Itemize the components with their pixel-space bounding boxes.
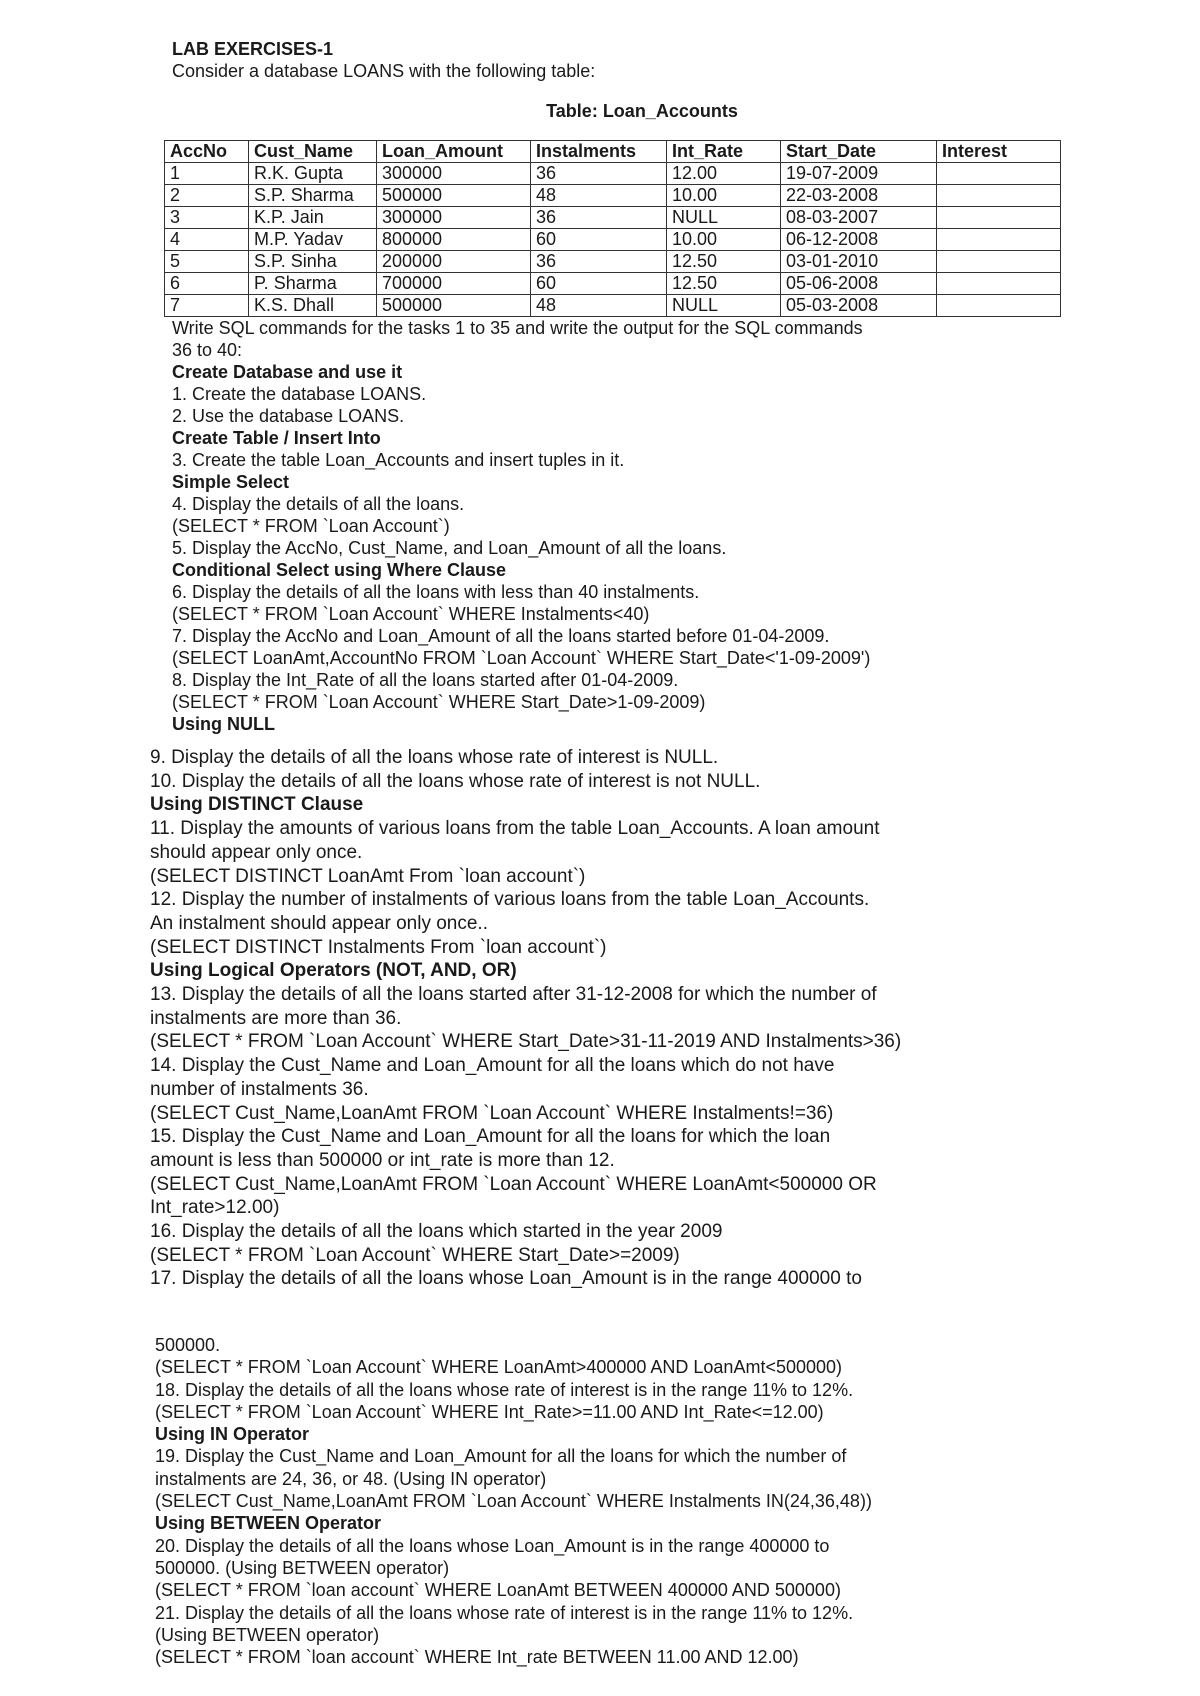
- table-cell: 300000: [377, 163, 531, 185]
- task-text: 8. Display the Int_Rate of all the loans started after 01-04-2009.: [172, 670, 679, 690]
- task-text: 1. Create the database LOANS.: [172, 384, 427, 404]
- task-text: instalments are 24, 36, or 48. (Using IN operator): [155, 1468, 547, 1489]
- task-text: Write SQL commands for the tasks 1 to 35 and write the output for the SQL commands: [172, 318, 863, 338]
- table-cell: S.P. Sinha: [249, 251, 377, 273]
- section-heading: Simple Select: [172, 472, 290, 492]
- task-text: (SELECT * FROM `Loan Account` WHERE Int_Rate>=11.00 AND Int_Rate<=12.00): [155, 1401, 824, 1422]
- table-row: [165, 163, 1061, 185]
- task-text: 16. Display the details of all the loans which started in the year 2009: [150, 1221, 723, 1243]
- table-cell: 500000: [377, 295, 531, 317]
- tasks-part-1: [172, 317, 1052, 735]
- task-text: (SELECT * FROM `Loan Account` WHERE Instalments<40): [172, 604, 650, 624]
- table-cell: 48: [531, 185, 667, 207]
- table-cell: [937, 229, 1061, 251]
- task-text: (SELECT * FROM `Loan Account` WHERE Start_Date>=2009): [150, 1244, 680, 1266]
- table-cell: 22-03-2008: [781, 185, 937, 207]
- table-row: [165, 207, 1061, 229]
- table-cell: 4: [165, 229, 249, 251]
- table-cell: 7: [165, 295, 249, 317]
- task-text: (SELECT * FROM `loan account` WHERE LoanAmt BETWEEN 400000 AND 500000): [155, 1580, 841, 1601]
- table-cell: 05-03-2008: [781, 295, 937, 317]
- task-text: 13. Display the details of all the loans started after 31-12-2008 for which the number of: [150, 984, 877, 1006]
- table-cell: 60: [531, 273, 667, 295]
- task-text: (SELECT * FROM `Loan Account` WHERE LoanAmt>400000 AND LoanAmt<500000): [155, 1357, 843, 1378]
- table-row: [165, 185, 1061, 207]
- table-cell: 12.50: [667, 273, 781, 295]
- task-text: 19. Display the Cust_Name and Loan_Amount for all the loans for which the number of: [155, 1446, 847, 1467]
- section-heading: Create Database and use it: [172, 362, 403, 382]
- table-cell: 05-06-2008: [781, 273, 937, 295]
- intro-section: [172, 38, 1052, 735]
- table-cell: 19-07-2009: [781, 163, 937, 185]
- table-cell: 36: [531, 251, 667, 273]
- table-cell: 36: [531, 207, 667, 229]
- table-row: [165, 295, 1061, 317]
- column-header: Instalments: [531, 141, 667, 163]
- table-cell: 36: [531, 163, 667, 185]
- section-heading: Conditional Select using Where Clause: [172, 560, 507, 580]
- table-cell: [937, 163, 1061, 185]
- table-cell: M.P. Yadav: [249, 229, 377, 251]
- task-text: (SELECT Cust_Name,LoanAmt FROM `Loan Account` WHERE Instalments IN(24,36,48)): [155, 1491, 872, 1512]
- task-text: (SELECT LoanAmt,AccountNo FROM `Loan Account` WHERE Start_Date<'1-09-2009'): [172, 648, 871, 668]
- column-header: Cust_Name: [249, 141, 377, 163]
- table-caption: Table: Loan_Accounts: [546, 101, 738, 121]
- task-text: 14. Display the Cust_Name and Loan_Amount for all the loans which do not have: [150, 1055, 835, 1077]
- table-cell: 2: [165, 185, 249, 207]
- task-text: 5. Display the AccNo, Cust_Name, and Loan_Amount of all the loans.: [172, 538, 727, 558]
- task-text: number of instalments 36.: [150, 1078, 369, 1100]
- table-cell: 800000: [377, 229, 531, 251]
- task-text: should appear only once.: [150, 841, 363, 863]
- task-text: (SELECT Cust_Name,LoanAmt FROM `Loan Account` WHERE Instalments!=36): [150, 1102, 834, 1124]
- table-cell: [937, 295, 1061, 317]
- task-text: (Using BETWEEN operator): [155, 1624, 380, 1645]
- table-cell: 06-12-2008: [781, 229, 937, 251]
- task-text: 500000. (Using BETWEEN operator): [155, 1557, 450, 1578]
- task-text: instalments are more than 36.: [150, 1007, 402, 1029]
- task-text: (SELECT * FROM `loan account` WHERE Int_rate BETWEEN 11.00 AND 12.00): [155, 1647, 799, 1668]
- table-cell: [937, 251, 1061, 273]
- table-row: [165, 273, 1061, 295]
- section-heading: Using DISTINCT Clause: [150, 794, 364, 816]
- table-cell: 08-03-2007: [781, 207, 937, 229]
- column-header: Interest: [937, 141, 1061, 163]
- section-heading: Using BETWEEN Operator: [155, 1513, 382, 1534]
- task-text: 20. Display the details of all the loans whose Loan_Amount is in the range 400000 to: [155, 1535, 830, 1556]
- table-cell: [937, 185, 1061, 207]
- section-heading: Using Logical Operators (NOT, AND, OR): [150, 960, 517, 982]
- task-text: 2. Use the database LOANS.: [172, 406, 405, 426]
- task-text: (SELECT DISTINCT LoanAmt From `loan account`): [150, 865, 586, 887]
- table-cell: 300000: [377, 207, 531, 229]
- table-cell: 60: [531, 229, 667, 251]
- table-cell: [937, 207, 1061, 229]
- task-text: 9. Display the details of all the loans whose rate of interest is NULL.: [150, 747, 719, 768]
- table-cell: 10.00: [667, 229, 781, 251]
- task-text: Int_rate>12.00): [150, 1197, 280, 1219]
- task-text: 18. Display the details of all the loans whose rate of interest is in the range 11% to 12%.: [155, 1379, 854, 1400]
- task-text: (SELECT * FROM `Loan Account` WHERE Start_Date>31-11-2019 AND Instalments>36): [150, 1031, 902, 1053]
- table-cell: K.S. Dhall: [249, 295, 377, 317]
- tasks-part-2: [150, 746, 1050, 1291]
- task-text: 500000.: [155, 1335, 221, 1355]
- table-cell: 5: [165, 251, 249, 273]
- table-cell: 6: [165, 273, 249, 295]
- task-text: (SELECT * FROM `Loan Account`): [172, 516, 450, 536]
- task-text: (SELECT Cust_Name,LoanAmt FROM `Loan Account` WHERE LoanAmt<500000 OR: [150, 1173, 877, 1195]
- section-heading: Create Table / Insert Into: [172, 428, 381, 448]
- task-text: 10. Display the details of all the loans whose rate of interest is not NULL.: [150, 770, 761, 792]
- column-header: Int_Rate: [667, 141, 781, 163]
- task-text: 3. Create the table Loan_Accounts and insert tuples in it.: [172, 450, 625, 470]
- loan-accounts-table: [164, 140, 1061, 317]
- table-row: [165, 229, 1061, 251]
- task-text: 17. Display the details of all the loans whose Loan_Amount is in the range 400000 to: [150, 1268, 862, 1290]
- task-text: 21. Display the details of all the loans whose rate of interest is in the range 11% to 12%.: [155, 1602, 854, 1623]
- intro-text: Consider a database LOANS with the following table:: [172, 61, 596, 81]
- section-heading: Using NULL: [172, 714, 275, 734]
- section-heading: Using IN Operator: [155, 1424, 310, 1445]
- task-text: 12. Display the number of instalments of various loans from the table Loan_Accounts.: [150, 889, 870, 911]
- table-cell: [937, 273, 1061, 295]
- column-header: Loan_Amount: [377, 141, 531, 163]
- table-cell: 1: [165, 163, 249, 185]
- tasks-part-3: [155, 1334, 1055, 1668]
- table-cell: R.K. Gupta: [249, 163, 377, 185]
- document-title: LAB EXERCISES-1: [172, 39, 334, 59]
- table-cell: 03-01-2010: [781, 251, 937, 273]
- table-cell: NULL: [667, 295, 781, 317]
- task-text: (SELECT * FROM `Loan Account` WHERE Start_Date>1-09-2009): [172, 692, 706, 712]
- table-cell: P. Sharma: [249, 273, 377, 295]
- table-cell: 12.50: [667, 251, 781, 273]
- task-text: 6. Display the details of all the loans with less than 40 instalments.: [172, 582, 700, 602]
- task-text: (SELECT DISTINCT Instalments From `loan account`): [150, 936, 607, 958]
- column-header: AccNo: [165, 141, 249, 163]
- task-text: 15. Display the Cust_Name and Loan_Amount for all the loans for which the loan: [150, 1126, 831, 1148]
- table-cell: 48: [531, 295, 667, 317]
- task-text: 7. Display the AccNo and Loan_Amount of all the loans started before 01-04-2009.: [172, 626, 830, 646]
- task-text: 11. Display the amounts of various loans from the table Loan_Accounts. A loan amount: [150, 818, 880, 840]
- table-cell: 700000: [377, 273, 531, 295]
- table-body: [165, 163, 1061, 317]
- table-row: [165, 251, 1061, 273]
- task-text: An instalment should appear only once..: [150, 912, 488, 934]
- table-cell: 12.00: [667, 163, 781, 185]
- table-cell: 3: [165, 207, 249, 229]
- table-header-row: [165, 141, 1061, 163]
- table-cell: K.P. Jain: [249, 207, 377, 229]
- table-cell: 10.00: [667, 185, 781, 207]
- column-header: Start_Date: [781, 141, 937, 163]
- task-text: amount is less than 500000 or int_rate is more than 12.: [150, 1149, 615, 1171]
- task-text: 4. Display the details of all the loans.: [172, 494, 465, 514]
- table-cell: NULL: [667, 207, 781, 229]
- table-cell: 500000: [377, 185, 531, 207]
- table-cell: S.P. Sharma: [249, 185, 377, 207]
- task-text: 36 to 40:: [172, 340, 243, 360]
- table-cell: 200000: [377, 251, 531, 273]
